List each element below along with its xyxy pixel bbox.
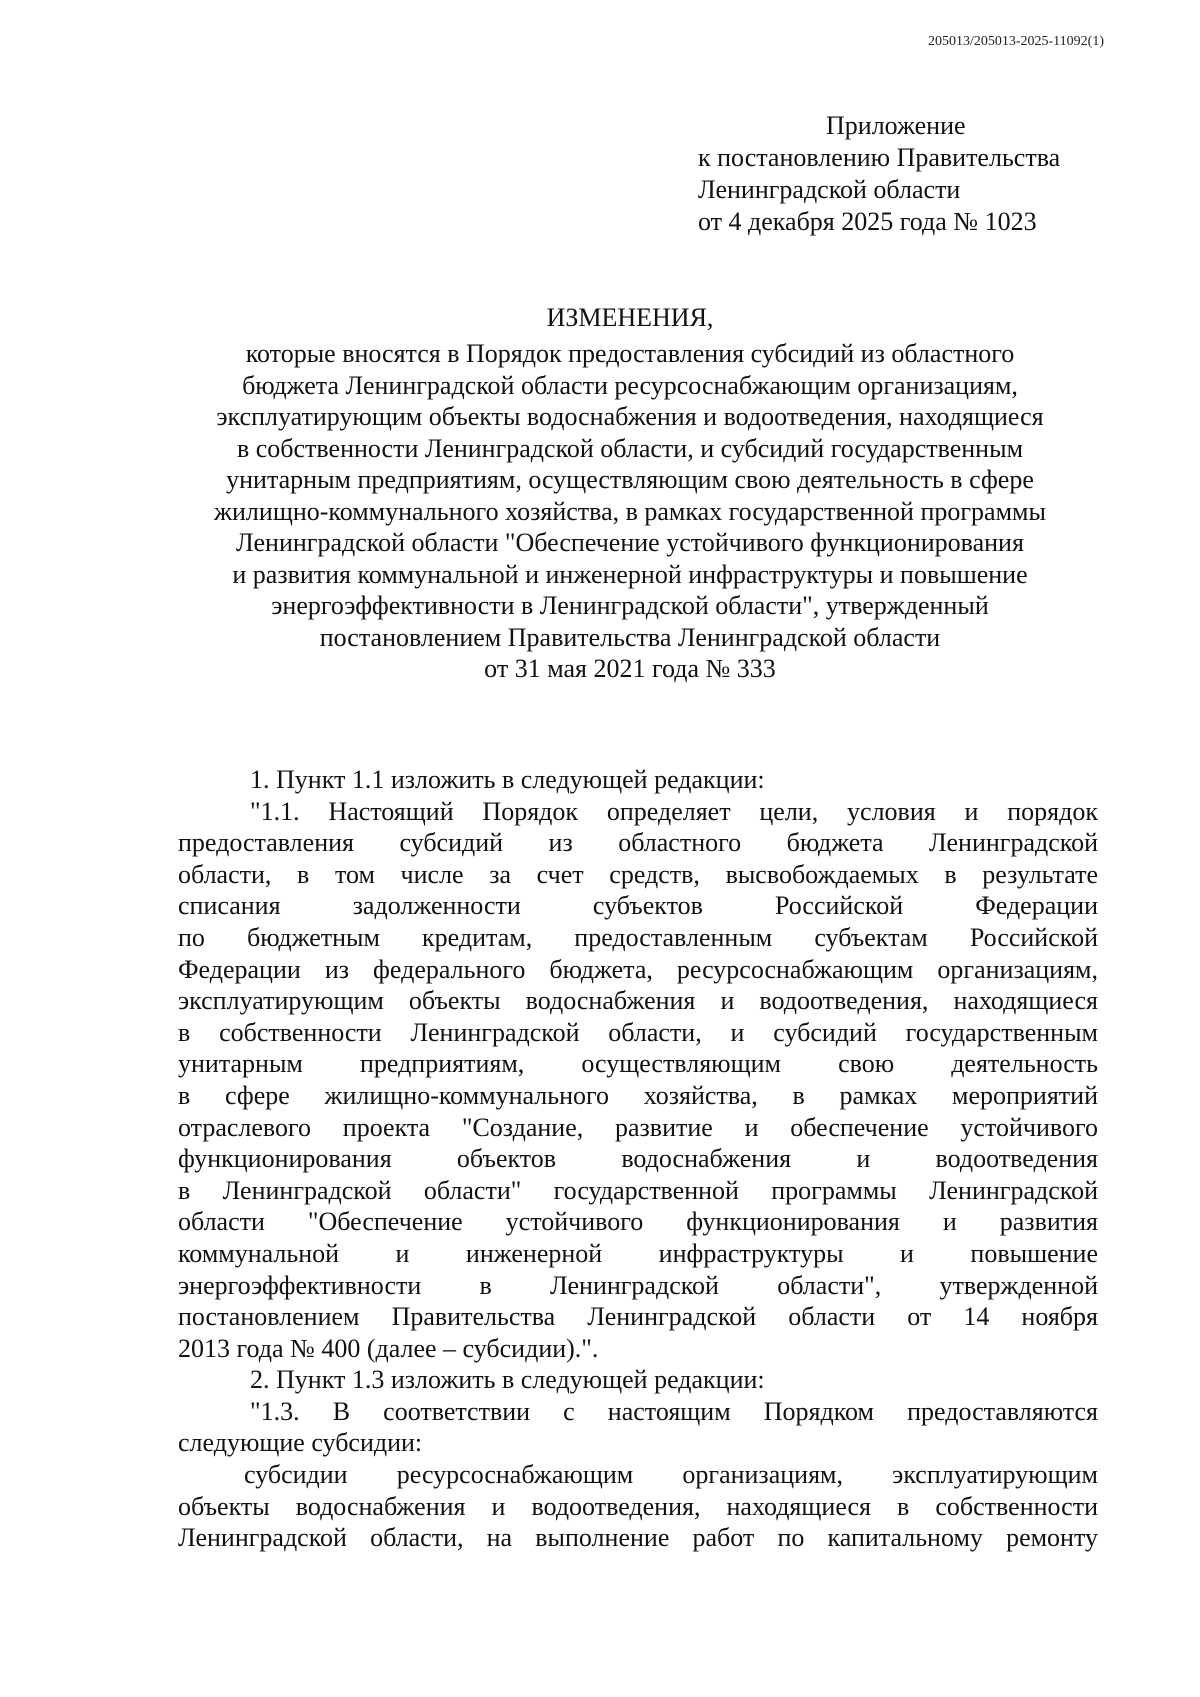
body-line: следующие субсидии: (178, 1428, 423, 1458)
subtitle-line: которые вносятся в Порядок предоставления субсидий из областного (245, 339, 1015, 368)
document-title: ИЗМЕНЕНИЯ, (546, 303, 714, 332)
annex-line: Ленинградской области (698, 175, 961, 204)
body-line: области "Обеспечение устойчивого функционирования и развития (178, 1207, 1098, 1237)
body-line: объекты водоснабжения и водоотведения, находящиеся в собственности (178, 1491, 1098, 1521)
body-line: 2013 года № 400 (далее – субсидии).". (178, 1333, 599, 1363)
subtitle-line: бюджета Ленинградской области ресурсоснабжающим организациям, (242, 370, 1018, 400)
body-line: Федерации из федерального бюджета, ресурсоснабжающим организациям, (178, 954, 1098, 984)
subtitle-line: энергоэффективности в Ленинградской области", утвержденный (271, 591, 989, 620)
subtitle-line: жилищно-коммунального хозяйства, в рамках государственной программы (214, 496, 1046, 526)
body-line: эксплуатирующим объекты водоснабжения и водоотведения, находящиеся (178, 986, 1098, 1016)
body-line: отраслевого проекта "Создание, развитие и обеспечение устойчивого (178, 1112, 1098, 1142)
body-line: в собственности Ленинградской области, и субсидий государственным (178, 1017, 1098, 1047)
body-line: 2. Пункт 1.3 изложить в следующей редакции: (250, 1365, 765, 1395)
subtitle-line: эксплуатирующим объекты водоснабжения и водоотведения, находящиеся (216, 402, 1044, 431)
body-line: субсидии ресурсоснабжающим организациям, эксплуатирующим (244, 1460, 1098, 1490)
body-line: "1.1. Настоящий Порядок определяет цели, условия и порядок (250, 796, 1098, 826)
body-line: предоставления субсидий из областного бюджета Ленинградской (178, 828, 1098, 858)
body-line: Ленинградской области, на выполнение работ по капитальному ремонту (178, 1523, 1098, 1553)
body-line: "1.3. В соответствии с настоящим Порядком предоставляются (250, 1396, 1098, 1426)
document-subtitle (150, 338, 1110, 685)
annex-block (698, 110, 1060, 238)
subtitle-line: от 31 мая 2021 года № 333 (484, 654, 776, 683)
body-line: энергоэффективности в Ленинградской области", утвержденной (178, 1270, 1098, 1300)
annex-line: от 4 декабря 2025 года № 1023 (698, 207, 1037, 236)
body-line: списания задолженности субъектов Российской Федерации (178, 891, 1098, 921)
body-line: в Ленинградской области" государственной программы Ленинградской (178, 1175, 1098, 1205)
body-line: постановлением Правительства Ленинградской области от 14 ноября (178, 1302, 1098, 1332)
body-line: коммунальной и инженерной инфраструктуры и повышение (178, 1238, 1098, 1268)
body-line: функционирования объектов водоснабжения и водоотведения (178, 1144, 1098, 1174)
subtitle-line: Ленинградской области "Обеспечение устойчивого функционирования (236, 528, 1024, 557)
document-body (178, 764, 1098, 1554)
annex-line: Приложение (826, 111, 966, 140)
subtitle-line: и развития коммунальной и инженерной инфраструктуры и повышение (232, 559, 1028, 589)
body-line: 1. Пункт 1.1 изложить в следующей редакции: (250, 765, 765, 794)
subtitle-line: в собственности Ленинградской области, и субсидий государственным (236, 433, 1024, 463)
annex-line: к постановлению Правительства (698, 143, 1061, 172)
body-line: по бюджетным кредитам, предоставленным субъектам Российской (178, 922, 1098, 952)
body-line: области, в том числе за счет средств, высвобождаемых в результате (178, 859, 1098, 889)
subtitle-line: унитарным предприятиям, осуществляющим свою деятельность в сфере (226, 465, 1034, 494)
registration-number: 205013/205013-2025-11092(1) (927, 34, 1104, 49)
subtitle-line: постановлением Правительства Ленинградской области (319, 622, 941, 652)
body-line: в сфере жилищно-коммунального хозяйства, в рамках мероприятий (178, 1080, 1098, 1110)
body-line: унитарным предприятиям, осуществляющим свою деятельность (178, 1049, 1098, 1079)
